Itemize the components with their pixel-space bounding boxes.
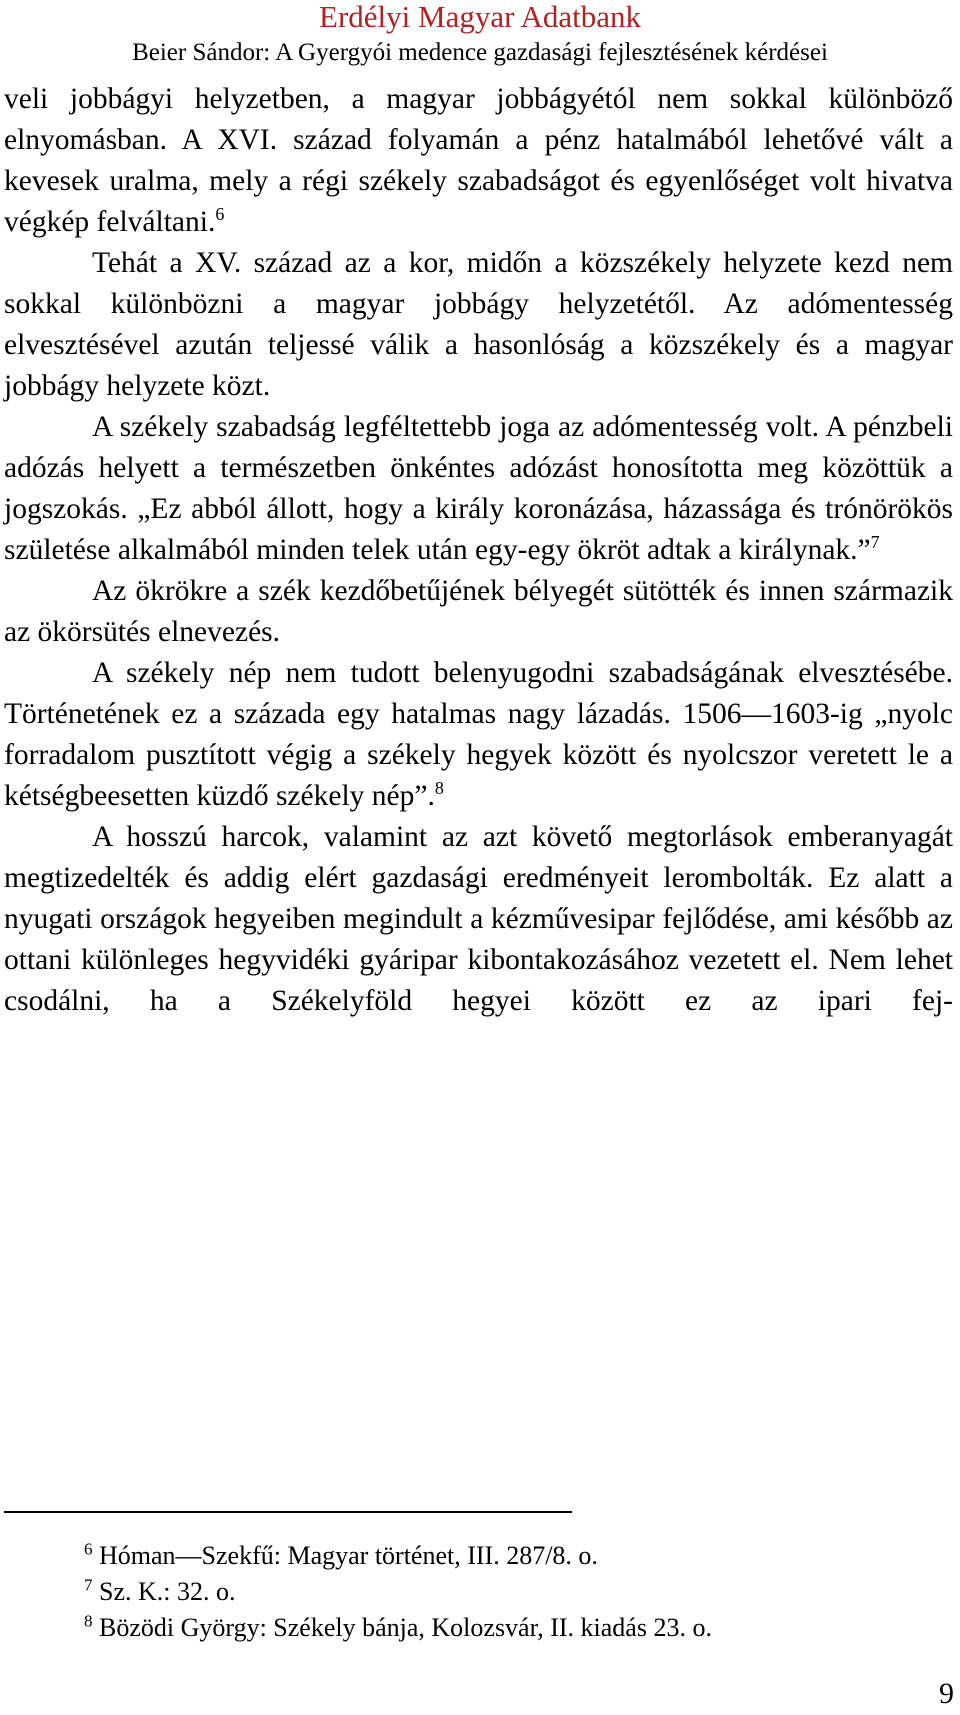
footnotes [84,1538,712,1646]
footnote-ref[interactable]: 7 [870,532,880,553]
footnote-separator [4,1511,572,1513]
paragraph: Az ökrökre a szék kezdőbetűjének bélyegét sütötték és innen származik az ökörsütés elnevezés. [4,575,953,648]
body-text [4,79,953,1022]
paragraph: A székely szabadság legféltettebb joga az adómentesség volt. A pénzbeli adózás helyett a természetben önkéntes adózást honosította meg közöttük a jogszokás. „Ez abból állott, hogy a király koronázása, házassága és trónörökös születése alkalmából minden telek után egy-egy ökröt adtak a királynak.”$^7$ [4,411,953,566]
paragraph: A székely nép nem tudott belenyugodni szabadságának elvesztésébe. Történetének ez a százada egy hatalmas nagy lázadás. 1506—1603-ig „nyolc forradalom pusztított végig a székely hegyek között és nyolcszor veretett le a kétségbeesetten küzdő székely nép”.$^8$ [4,657,953,812]
paragraph: A hosszú harcok, valamint az azt követő megtorlások emberanyagát megtizedelték és addig elért gazdasági eredményeit lerombolták. Ez alatt a nyugati országok hegyeiben megindult a kézművesipar fejlődése, ami később az ottani különleges hegyvidéki gyáripar kibontakozásához vezetett el. Nem lehet csodálni, ha a Székelyföld hegyei között ez az ipari fej- [4,821,953,1017]
document-title: Beier Sándor: A Gyergyói medence gazdasági fejlesztésének kérdései [132,39,828,66]
footnote-number: 6 [84,1539,93,1559]
paragraph: Tehát a XV. század az a kor, midőn a közszékely helyzete kezd nem sokkal különbözni a magyar jobbágy helyzetétől. Az adómentesség elvesztésével azután teljessé válik a hasonlóság a közszékely és a magyar jobbágy helyzete közt. [4,247,953,402]
footnote: $^6$ Hóman—Szekfű: Magyar történet, III. 287/8. o. [84,1539,598,1570]
site-title: Erdélyi Magyar Adatbank [319,0,641,34]
footnote-ref[interactable]: 8 [434,778,444,799]
footnote-ref[interactable]: 6 [215,204,225,225]
page-number: 9 [939,1677,954,1710]
footnote: $^7$ Sz. K.: 32. o. [84,1575,236,1606]
footnote-number: 7 [84,1575,93,1595]
paragraph: veli jobbágyi helyzetben, a magyar jobbágyétól nem sokkal különböző elnyomásban. A XVI. század folyamán a pénz hatalmából lehetővé vált a kevesek uralma, mely a régi székely szabadságot és egyenlőséget volt hivatva végkép felváltani.$^6$ [4,83,953,238]
footnote: $^8$ Bözödi György: Székely bánja, Kolozsvár, II. kiadás 23. o. [84,1611,712,1642]
footnote-number: 8 [84,1611,93,1631]
